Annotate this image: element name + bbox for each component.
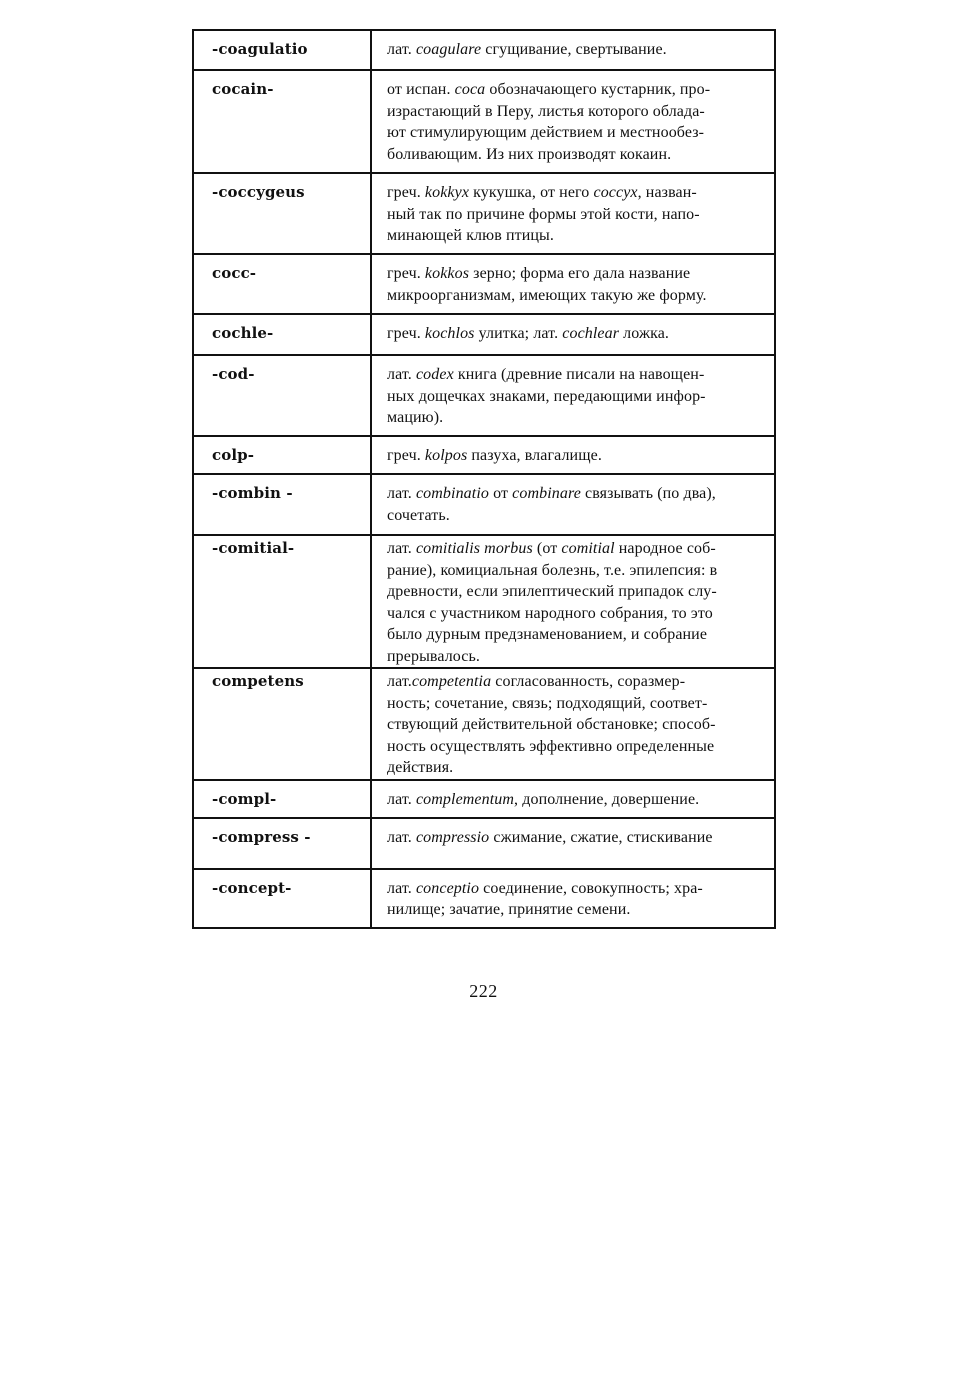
page-number: 222 <box>469 981 498 1001</box>
italic-term: kokkos <box>424 265 470 282</box>
table-row <box>193 780 775 818</box>
italic-term: kokkyx <box>424 184 470 201</box>
definition-cell <box>371 780 775 818</box>
definition-text: согласованность, соразмер- ность; сочетание, связь; подходящий, соответ- ствующий действительной обстановке; способ- ность осуществлять эффективно определенные действия. <box>387 673 716 776</box>
definition-cell <box>371 535 775 668</box>
definition-text: ложка. <box>619 325 670 342</box>
definition-text: народное соб- рание), комициальная болезнь, т.е. эпилепсия: в древности, если эпилептический припадок слу- чался с участником народного собрания, то это было дурным предзнаменованием, и собрание прерывалось. <box>387 540 718 665</box>
term-cell: -coccygeus <box>193 173 371 254</box>
definition-text: пазуха, влагалище. <box>467 447 602 464</box>
definition-cell <box>371 474 775 535</box>
italic-term: coagulare <box>415 41 482 58</box>
definition-text: греч. <box>387 265 425 282</box>
definition-text: лат. <box>387 879 416 897</box>
italic-term: competentia <box>411 673 492 690</box>
italic-term: cochlear <box>562 325 620 342</box>
definition-text: лат. <box>387 366 416 383</box>
italic-term: combinatio <box>415 485 489 502</box>
definition-cell <box>371 869 775 928</box>
definition-cell <box>371 436 775 474</box>
italic-term: comitial <box>561 540 615 557</box>
italic-term: compressio <box>415 828 490 846</box>
table-row <box>193 535 775 668</box>
definition-text: , дополнение, довершение. <box>514 790 700 808</box>
table-row <box>193 254 775 314</box>
italic-term: codex <box>415 366 454 383</box>
definition-cell <box>371 355 775 436</box>
definition-cell <box>371 668 775 780</box>
glossary-table <box>192 29 776 929</box>
definition-text: связывать (по два), сочетать. <box>387 485 716 524</box>
term-cell: cocain- <box>193 70 371 173</box>
italic-term: complementum <box>415 790 515 808</box>
definition-cell <box>371 314 775 355</box>
italic-term: coccyx <box>593 184 638 201</box>
definition-text: сгущивание, свертывание. <box>481 41 667 58</box>
definition-text: от <box>488 485 513 502</box>
definition-cell <box>371 818 775 869</box>
table-row <box>193 355 775 436</box>
italic-term: conceptio <box>415 879 480 897</box>
definition-cell <box>371 254 775 314</box>
italic-term: combinare <box>512 485 581 502</box>
definition-text: , назван- ный так по причине формы этой кости, напо- минающей клюв птицы. <box>387 184 700 244</box>
definition-text: сжимание, сжатие, стискивание <box>489 828 713 846</box>
term-cell: -compl- <box>193 780 371 818</box>
definition-cell <box>371 30 775 70</box>
table-row <box>193 173 775 254</box>
term-cell: -concept- <box>193 869 371 928</box>
definition-text: лат. <box>387 673 412 690</box>
italic-term: kolpos <box>424 447 468 464</box>
term-cell: -compress - <box>193 818 371 869</box>
definition-text: книга (древние писали на навощен- ных дощечках знаками, передающими инфор- мацию). <box>387 366 706 426</box>
definition-text: кукушка, от него <box>469 184 594 201</box>
definition-text: греч. <box>387 325 425 342</box>
definition-text: зерно; форма его дала название микроорганизмам, имеющих такую же форму. <box>387 265 707 304</box>
table-row <box>193 70 775 173</box>
definition-text: улитка; лат. <box>474 325 563 342</box>
definition-text: лат. <box>387 828 416 846</box>
table-row <box>193 668 775 780</box>
term-cell: -cod- <box>193 355 371 436</box>
table-row <box>193 30 775 70</box>
definition-text: греч. <box>387 184 425 201</box>
italic-term: coca <box>454 81 486 98</box>
term-cell: competens <box>193 668 371 780</box>
term-cell: -comitial- <box>193 535 371 668</box>
definition-text: греч. <box>387 447 425 464</box>
term-cell: cochle- <box>193 314 371 355</box>
definition-text: от испан. <box>387 81 455 98</box>
term-cell: -coagulatio <box>193 30 371 70</box>
definition-text: обозначающего кустарник, про- израстающий в Перу, листья которого облада- ют стимулирующим действием и местнообез- боливающим. Из них производят кокаин. <box>387 81 711 163</box>
table-row <box>193 474 775 535</box>
table-row <box>193 436 775 474</box>
italic-term: comitialis morbus <box>415 540 533 557</box>
table-row <box>193 869 775 928</box>
definition-text: лат. <box>387 790 416 808</box>
italic-term: kochlos <box>424 325 475 342</box>
table-row <box>193 818 775 869</box>
definition-text: (от <box>532 540 562 557</box>
definition-text: соединение, совокупность; хра- нилище; зачатие, принятие семени. <box>387 879 703 918</box>
definition-text: лат. <box>387 41 416 58</box>
definition-cell <box>371 173 775 254</box>
term-cell: colp- <box>193 436 371 474</box>
table-row <box>193 314 775 355</box>
definition-cell <box>371 70 775 173</box>
definition-text: лат. <box>387 540 416 557</box>
term-cell: -combin - <box>193 474 371 535</box>
definition-text: лат. <box>387 485 416 502</box>
term-cell: cocc- <box>193 254 371 314</box>
